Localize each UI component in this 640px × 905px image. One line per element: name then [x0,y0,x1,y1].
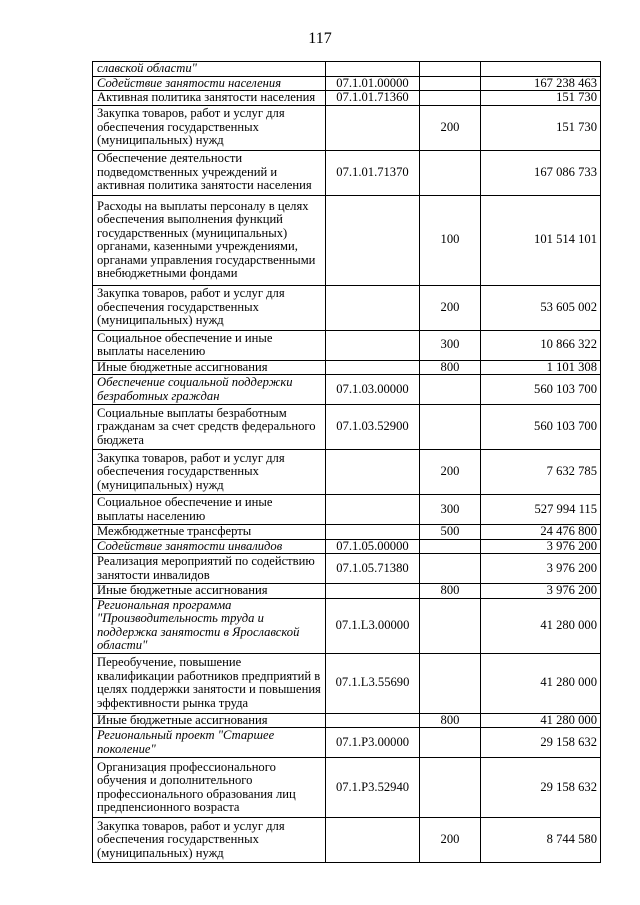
row-expense-type-cell [420,598,481,653]
row-amount-cell: 3 976 200 [481,584,601,599]
row-amount-cell: 560 103 700 [481,375,601,405]
row-name-cell: славской области" [93,62,326,77]
row-expense-type-cell: 300 [420,495,481,525]
row-code-cell [326,818,420,863]
row-code-cell [326,62,420,77]
table-row [93,539,601,554]
row-expense-type-cell [420,653,481,713]
row-code-cell [326,584,420,599]
row-expense-type-cell: 300 [420,330,481,360]
table-row [93,330,601,360]
row-amount-cell: 167 086 733 [481,150,601,195]
row-code-cell [326,495,420,525]
row-amount-cell: 151 730 [481,105,601,150]
row-code-cell: 07.1.01.00000 [326,76,420,91]
table-row [93,450,601,495]
row-name-cell: Реализация мероприятий по содействию занятости инвалидов [93,554,326,584]
row-expense-type-cell: 100 [420,195,481,285]
row-expense-type-cell: 200 [420,285,481,330]
row-name-cell: Иные бюджетные ассигнования [93,713,326,728]
row-amount-cell: 167 238 463 [481,76,601,91]
row-name-cell: Межбюджетные трансферты [93,525,326,540]
row-code-cell: 07.1.L3.00000 [326,598,420,653]
row-expense-type-cell: 200 [420,818,481,863]
row-name-cell: Региональный проект "Старшее поколение" [93,728,326,758]
row-amount-cell: 29 158 632 [481,728,601,758]
row-expense-type-cell: 800 [420,360,481,375]
row-amount-cell: 151 730 [481,91,601,106]
row-code-cell [326,525,420,540]
row-name-cell: Содействие занятости населения [93,76,326,91]
row-expense-type-cell: 800 [420,713,481,728]
row-amount-cell: 41 280 000 [481,713,601,728]
row-code-cell: 07.1.01.71360 [326,91,420,106]
row-code-cell: 07.1.P3.52940 [326,758,420,818]
row-name-cell: Обеспечение социальной поддержки безработных граждан [93,375,326,405]
row-code-cell [326,713,420,728]
row-name-cell: Социальное обеспечение и иные выплаты населению [93,495,326,525]
row-expense-type-cell [420,76,481,91]
row-name-cell: Закупка товаров, работ и услуг для обеспечения государственных (муниципальных) нужд [93,450,326,495]
table-row [93,405,601,450]
row-amount-cell: 3 976 200 [481,539,601,554]
row-expense-type-cell [420,539,481,554]
row-expense-type-cell [420,554,481,584]
row-amount-cell: 41 280 000 [481,653,601,713]
row-code-cell: 07.1.L3.55690 [326,653,420,713]
row-expense-type-cell [420,405,481,450]
table-row [93,285,601,330]
table-row [93,91,601,106]
row-code-cell [326,330,420,360]
table-row [93,584,601,599]
budget-table-body [93,62,601,863]
row-amount-cell: 527 994 115 [481,495,601,525]
row-code-cell [326,450,420,495]
row-amount-cell: 10 866 322 [481,330,601,360]
row-name-cell: Закупка товаров, работ и услуг для обеспечения государственных (муниципальных) нужд [93,818,326,863]
table-row [93,195,601,285]
table-row [93,818,601,863]
table-row [93,495,601,525]
row-name-cell: Закупка товаров, работ и услуг для обеспечения государственных (муниципальных) нужд [93,285,326,330]
row-amount-cell: 53 605 002 [481,285,601,330]
row-expense-type-cell [420,62,481,77]
row-expense-type-cell [420,375,481,405]
table-row [93,758,601,818]
table-row [93,360,601,375]
row-expense-type-cell [420,758,481,818]
table-row [93,62,601,77]
row-expense-type-cell: 500 [420,525,481,540]
row-expense-type-cell [420,150,481,195]
row-amount-cell: 101 514 101 [481,195,601,285]
row-code-cell [326,285,420,330]
row-name-cell: Социальное обеспечение и иные выплаты населению [93,330,326,360]
row-name-cell: Региональная программа "Производительность труда и поддержка занятости в Ярославской области" [93,598,326,653]
table-row [93,76,601,91]
row-expense-type-cell: 800 [420,584,481,599]
row-name-cell: Расходы на выплаты персоналу в целях обеспечения выполнения функций государственных (муниципальных) органами, казенными учреждениями, органами управления государственными внебюджетными фондами [93,195,326,285]
row-amount-cell [481,62,601,77]
row-expense-type-cell [420,728,481,758]
row-code-cell [326,195,420,285]
row-name-cell: Социальные выплаты безработным гражданам за счет средств федерального бюджета [93,405,326,450]
row-name-cell: Активная политика занятости населения [93,91,326,106]
row-code-cell: 07.1.05.00000 [326,539,420,554]
table-row [93,554,601,584]
row-code-cell: 07.1.P3.00000 [326,728,420,758]
table-row [93,653,601,713]
table-row [93,105,601,150]
table-row [93,525,601,540]
row-amount-cell: 29 158 632 [481,758,601,818]
row-code-cell: 07.1.03.52900 [326,405,420,450]
row-amount-cell: 1 101 308 [481,360,601,375]
row-name-cell: Организация профессионального обучения и дополнительного профессионального образования лиц предпенсионного возраста [93,758,326,818]
row-amount-cell: 41 280 000 [481,598,601,653]
row-expense-type-cell: 200 [420,450,481,495]
row-expense-type-cell: 200 [420,105,481,150]
row-name-cell: Содействие занятости инвалидов [93,539,326,554]
row-code-cell [326,105,420,150]
row-name-cell: Переобучение, повышение квалификации работников предприятий в целях поддержки занятости и повышения эффективности рынка труда [93,653,326,713]
row-code-cell: 07.1.01.71370 [326,150,420,195]
table-row [93,150,601,195]
row-amount-cell: 560 103 700 [481,405,601,450]
table-row [93,713,601,728]
row-code-cell: 07.1.03.00000 [326,375,420,405]
row-name-cell: Обеспечение деятельности подведомственных учреждений и активная политика занятости населения [93,150,326,195]
row-name-cell: Закупка товаров, работ и услуг для обеспечения государственных (муниципальных) нужд [93,105,326,150]
row-amount-cell: 7 632 785 [481,450,601,495]
budget-table [92,61,601,863]
row-amount-cell: 3 976 200 [481,554,601,584]
table-row [93,598,601,653]
row-amount-cell: 24 476 800 [481,525,601,540]
table-row [93,375,601,405]
row-expense-type-cell [420,91,481,106]
row-name-cell: Иные бюджетные ассигнования [93,360,326,375]
page-number: 117 [308,30,332,47]
row-code-cell [326,360,420,375]
row-amount-cell: 8 744 580 [481,818,601,863]
table-row [93,728,601,758]
row-name-cell: Иные бюджетные ассигнования [93,584,326,599]
row-code-cell: 07.1.05.71380 [326,554,420,584]
